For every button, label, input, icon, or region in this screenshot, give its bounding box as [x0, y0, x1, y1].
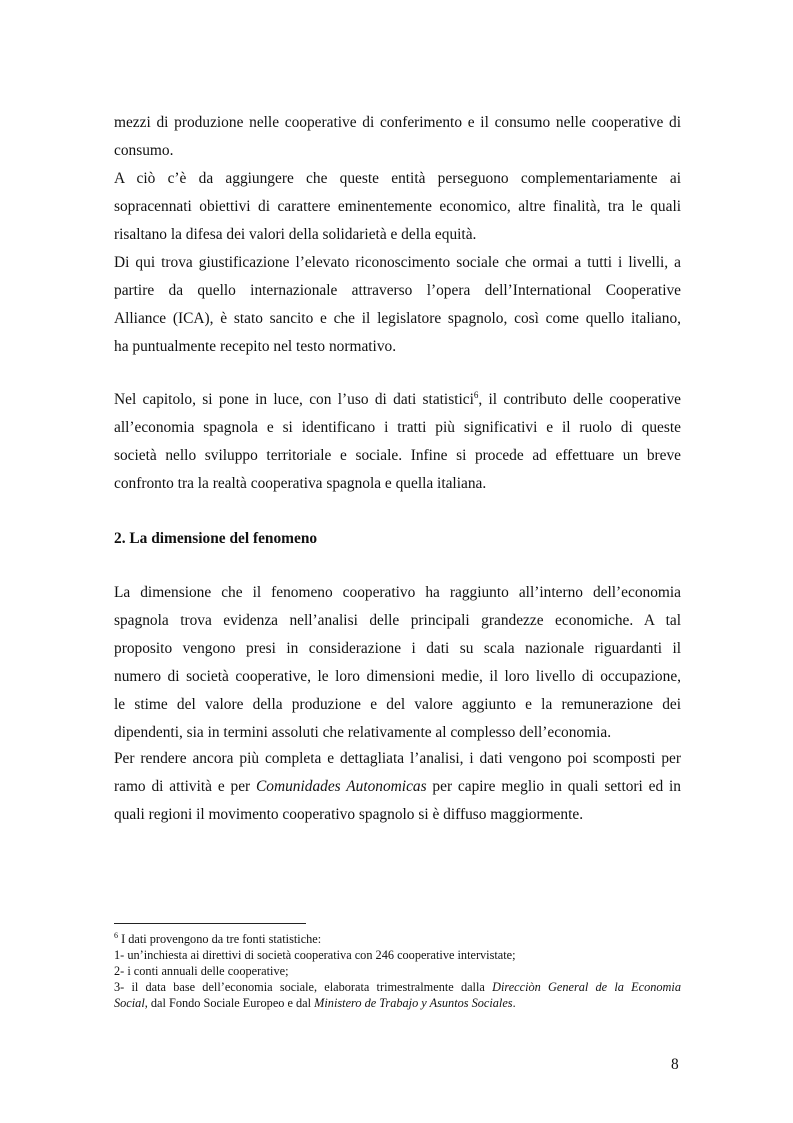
footnote-line: 1- un’inchiesta ai direttivi di società cooperativa con 246 cooperative intervistate; — [114, 948, 516, 962]
paragraph-line: mezzi di produzione nelle cooperative di conferimento e il consumo nelle cooperative di — [114, 114, 681, 131]
paragraph-line: confronto tra la realtà cooperativa spagnola e quella italiana. — [114, 475, 487, 492]
footnote-separator — [114, 923, 306, 924]
paragraph-line: all’economia spagnola e si identificano i tratti più significativi e il ruolo di queste — [114, 419, 681, 436]
italic-term: Comunidades Autonomicas — [256, 778, 427, 795]
italic-term: Social — [114, 996, 145, 1010]
footnote-reference[interactable]: 6 — [473, 390, 479, 400]
paragraph-line: A ciò c’è da aggiungere che queste entità perseguono complementariamente ai — [114, 170, 681, 187]
text-run: 3- il data base dell’economia sociale, elaborata trimestralmente dalla — [114, 980, 493, 994]
text-run: ramo di attività e per — [114, 778, 257, 795]
paragraph-line: Per rendere ancora più completa e dettagliata l’analisi, i dati vengono poi scomposti per — [114, 750, 681, 767]
footnote-line — [114, 995, 681, 1011]
paragraph-line: le stime del valore della produzione e del valore aggiunto e la remunerazione dei — [114, 696, 681, 713]
paragraph-line — [114, 390, 681, 410]
paragraph-line: società nello sviluppo territoriale e sociale. Infine si procede ad effettuare un breve — [114, 447, 681, 464]
paragraph-line: ha puntualmente recepito nel testo normativo. — [114, 338, 397, 355]
page-number: 8 — [671, 1056, 679, 1073]
paragraph-line: dipendenti, sia in termini assoluti che relativamente al complesso dell’economia. — [114, 724, 612, 741]
text-run: I dati provengono da tre fonti statistiche: — [118, 932, 322, 946]
paragraph-line: La dimensione che il fenomeno cooperativo ha raggiunto all’interno dell’economia — [114, 584, 681, 601]
text-run: Nel capitolo, si pone in luce, con l’uso di dati statistici — [114, 391, 474, 408]
paragraph-line: consumo. — [114, 142, 174, 159]
paragraph-line: spagnola trova evidenza nell’analisi delle principali grandezze economiche. A tal — [114, 612, 681, 629]
paragraph-line: Alliance (ICA), è stato sancito e che il legislatore spagnolo, così come quello italiano, — [114, 310, 681, 327]
text-run: per capire meglio in quali settori ed in — [426, 778, 681, 795]
section-heading: 2. La dimensione del fenomeno — [114, 530, 318, 547]
footnote-line: 2- i conti annuali delle cooperative; — [114, 964, 289, 978]
footnote-line — [114, 931, 681, 947]
text-run: . — [512, 996, 516, 1010]
paragraph-line: sopracennati obiettivi di carattere eminentemente economico, altre finalità, tra le quali — [114, 198, 681, 215]
paragraph-line: proposito vengono presi in considerazione i dati su scala nazionale riguardanti il — [114, 640, 681, 657]
footnote-line — [114, 979, 681, 995]
paragraph-line: quali regioni il movimento cooperativo spagnolo si è diffuso maggiormente. — [114, 806, 584, 823]
text-run: , il contributo delle cooperative — [478, 391, 682, 408]
paragraph-line: Di qui trova giustificazione l’elevato riconoscimento sociale che ormai a tutti i livelli, a — [114, 254, 681, 271]
italic-term: Direcciòn General de la Economia — [492, 980, 682, 994]
paragraph-line: numero di società cooperative, le loro dimensioni medie, il loro livello di occupazione, — [114, 668, 681, 685]
text-run: , dal Fondo Sociale Europeo e dal — [144, 996, 315, 1010]
footnote-mark: 6 — [114, 931, 118, 940]
paragraph-line: partire da quello internazionale attraverso l’opera dell’International Cooperative — [114, 282, 681, 299]
paragraph-line: risaltano la difesa dei valori della solidarietà e della equità. — [114, 226, 477, 243]
italic-term: Ministero de Trabajo y Asuntos Sociales — [314, 996, 513, 1010]
paragraph-line — [114, 777, 681, 797]
